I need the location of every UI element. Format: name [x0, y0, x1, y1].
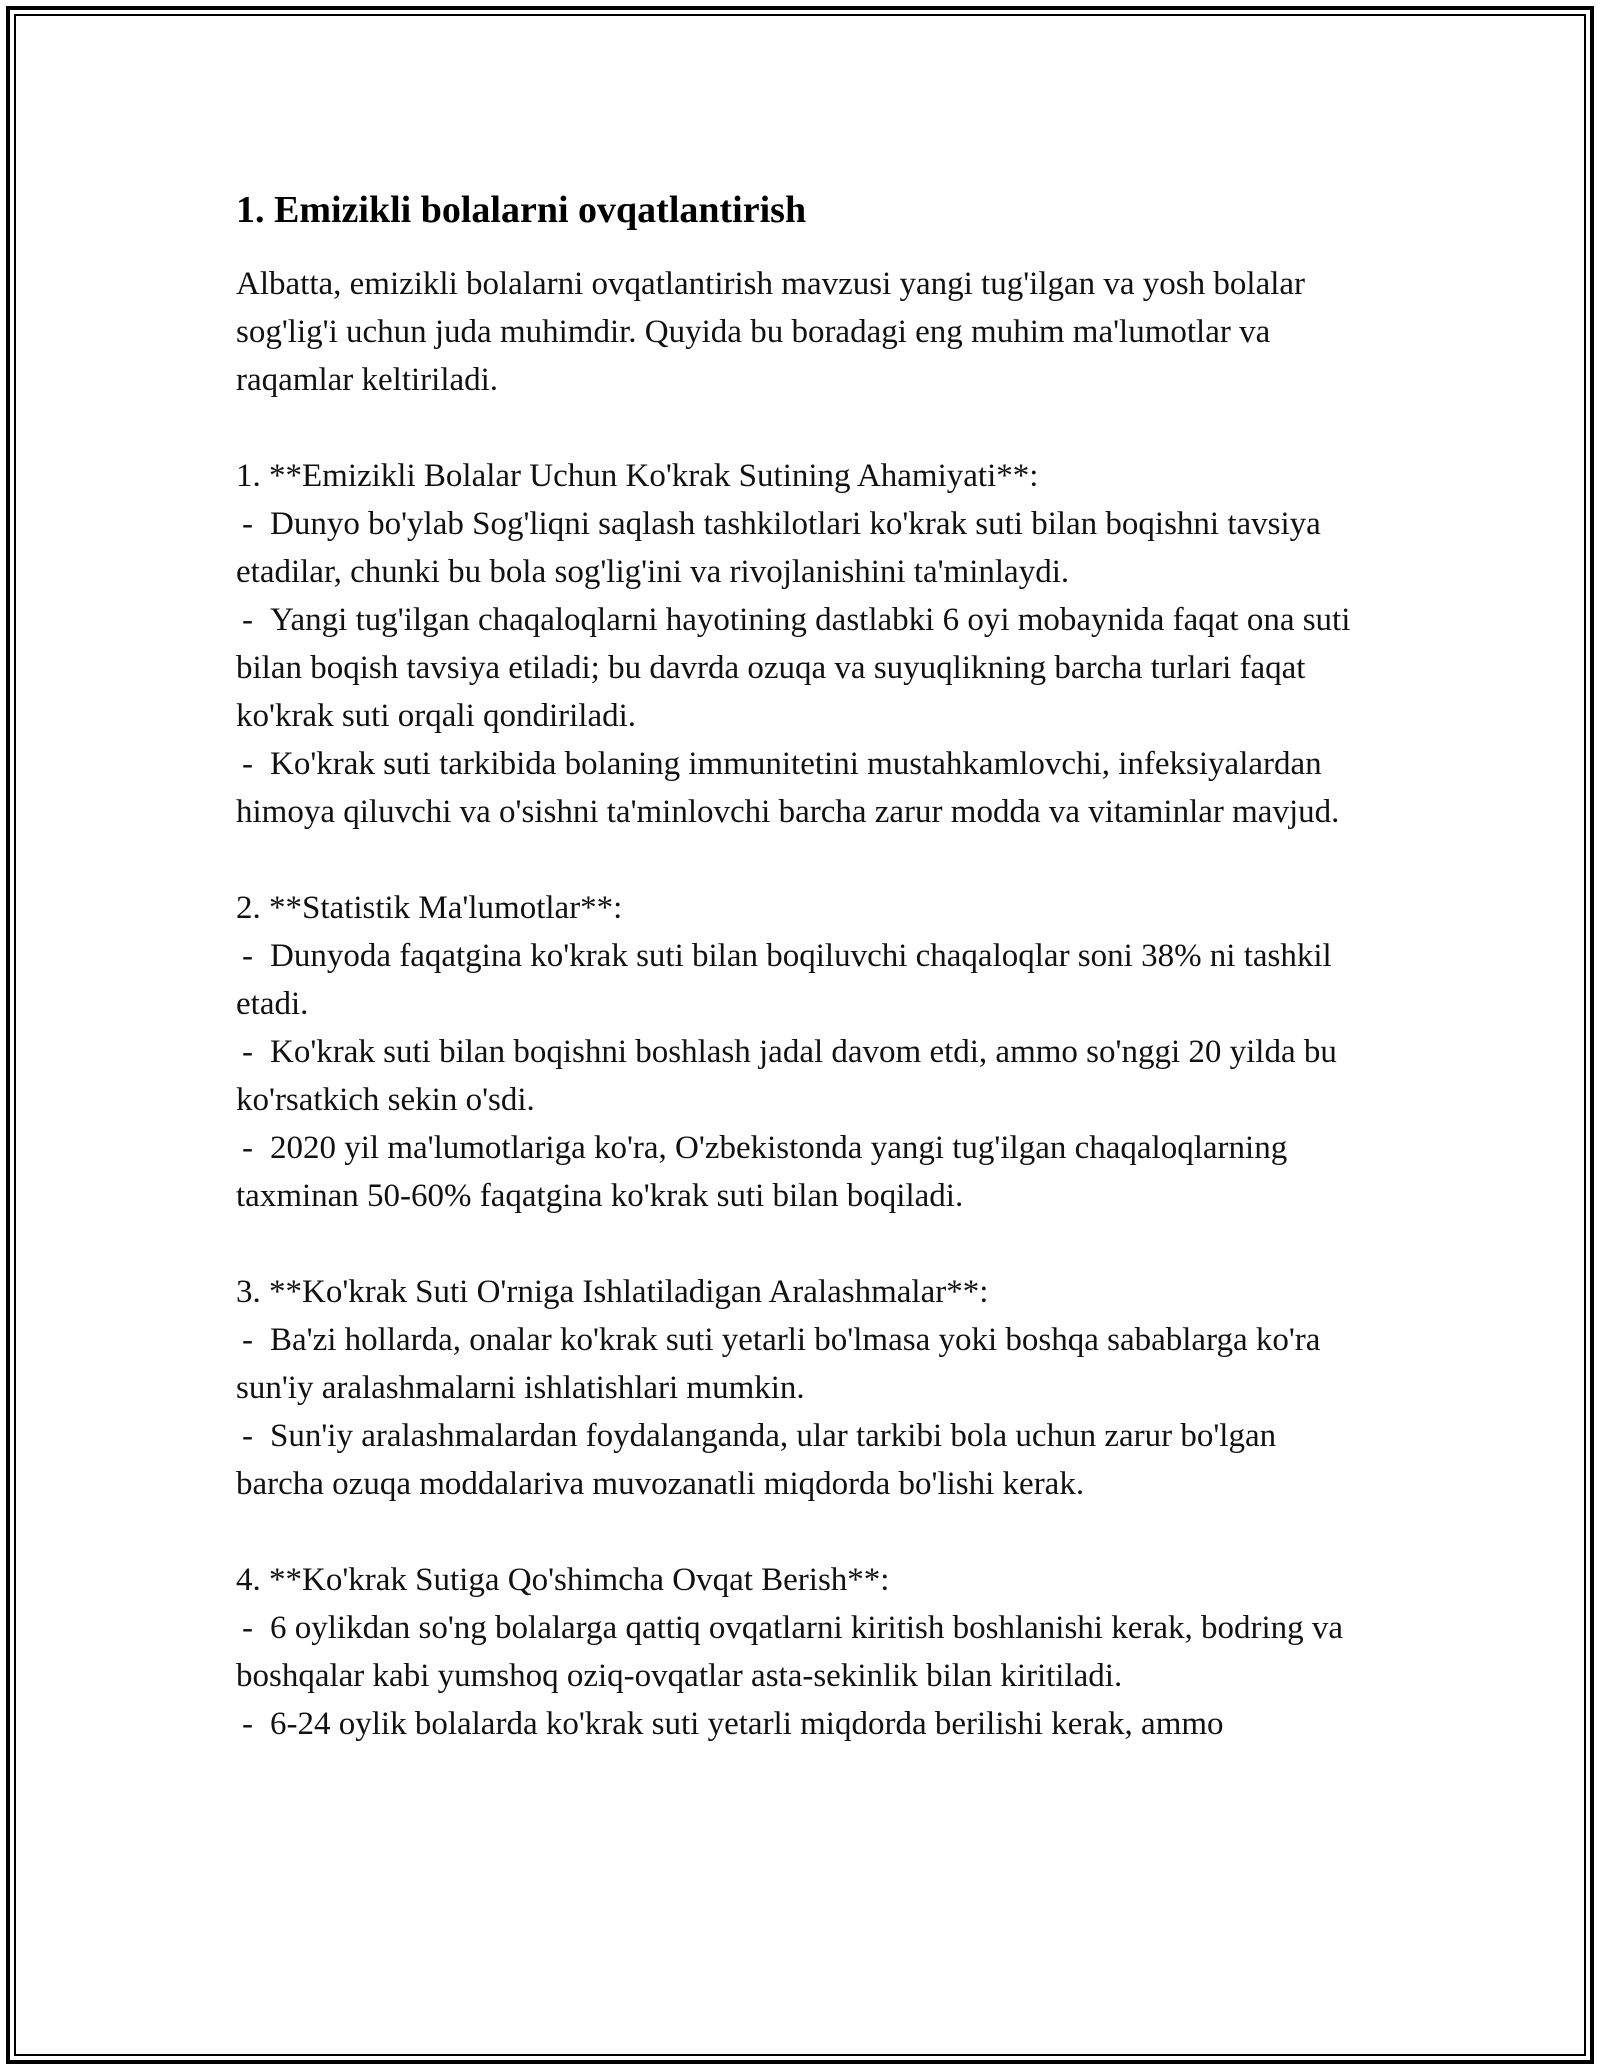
intro-paragraph: Albatta, emizikli bolalarni ovqatlantirish mavzusi yangi tug'ilgan va yosh bolalar sog'lig'i uchun juda muhimdir. Quyida bu boradagi eng muhim ma'lumotlar va raqamlar keltiriladi.: [236, 266, 1306, 398]
section-heading: 4. **Ko'krak Sutiga Qo'shimcha Ovqat Berish**:: [236, 1562, 890, 1598]
list-item: [236, 1700, 1366, 1748]
list-item: [236, 1028, 1366, 1124]
list-item: [236, 1316, 1366, 1412]
document-body: [236, 186, 1366, 1748]
list-item: [236, 932, 1366, 1028]
bullet-dash: -: [242, 1034, 253, 1070]
bullet-dash: -: [242, 746, 253, 782]
list-item-text: Yangi tug'ilgan chaqaloqlarni hayotining dastlabki 6 oyi mobaynida faqat ona suti bilan boqish tavsiya etiladi; bu davrda ozuqa va suyuqlikning barcha turlari faqat ko'krak suti orqali qondiriladi.: [236, 602, 1351, 734]
list-item-text: Ko'krak suti tarkibida bolaning immunitetini mustahkamlovchi, infeksiyalardan himoya qiluvchi va o'sishni ta'minlovchi barcha zarur modda va vitaminlar mavjud.: [236, 746, 1340, 830]
bullet-dash: -: [242, 1418, 253, 1454]
bullet-dash: -: [242, 1610, 253, 1646]
list-item-text: Ba'zi hollarda, onalar ko'krak suti yetarli bo'lmasa yoki boshqa sabablarga ko'ra sun'iy aralashmalarni ishlatishlari mumkin.: [236, 1322, 1321, 1406]
section-heading: 1. **Emizikli Bolalar Uchun Ko'krak Sutining Ahamiyati**:: [236, 458, 1039, 494]
list-item: [236, 1604, 1366, 1700]
list-item: [236, 1412, 1366, 1508]
bullet-dash: -: [242, 1322, 253, 1358]
bullet-dash: -: [242, 938, 253, 974]
section-statistics: [236, 884, 1366, 1220]
document-title: 1. Emizikli bolalarni ovqatlantirish: [236, 189, 807, 231]
list-item-text: 6-24 oylik bolalarda ko'krak suti yetarli miqdorda berilishi kerak, ammo: [270, 1706, 1224, 1742]
list-item-text: 2020 yil ma'lumotlariga ko'ra, O'zbekistonda yangi tug'ilgan chaqaloqlarning taxminan 50-60% faqatgina ko'krak suti bilan boqiladi.: [236, 1130, 1288, 1214]
list-item-text: Dunyo bo'ylab Sog'liqni saqlash tashkilotlari ko'krak suti bilan boqishni tavsiya etadilar, chunki bu bola sog'lig'ini va rivojlanishini ta'minlaydi.: [236, 506, 1321, 590]
section-complementary-feeding: [236, 1556, 1366, 1748]
bullet-dash: -: [242, 1706, 253, 1742]
section-breastmilk-importance: [236, 452, 1366, 836]
list-item: [236, 740, 1366, 836]
list-item-text: 6 oylikdan so'ng bolalarga qattiq ovqatlarni kiritish boshlanishi kerak, bodring va boshqalar kabi yumshoq oziq-ovqatlar asta-sekinlik bilan kiritiladi.: [236, 1610, 1344, 1694]
list-item: [236, 596, 1366, 740]
bullet-dash: -: [242, 602, 253, 638]
section-formula-substitutes: [236, 1268, 1366, 1508]
section-heading: 3. **Ko'krak Suti O'rniga Ishlatiladigan Aralashmalar**:: [236, 1274, 989, 1310]
section-heading: 2. **Statistik Ma'lumotlar**:: [236, 890, 623, 926]
bullet-dash: -: [242, 506, 253, 542]
list-item: [236, 1124, 1366, 1220]
list-item-text: Ko'krak suti bilan boqishni boshlash jadal davom etdi, ammo so'nggi 20 yilda bu ko'rsatkich sekin o'sdi.: [236, 1034, 1337, 1118]
list-item: [236, 500, 1366, 596]
list-item-text: Sun'iy aralashmalardan foydalanganda, ular tarkibi bola uchun zarur bo'lgan barcha ozuqa moddalariva muvozanatli miqdorda bo'lishi kerak.: [236, 1418, 1277, 1502]
bullet-dash: -: [242, 1130, 253, 1166]
list-item-text: Dunyoda faqatgina ko'krak suti bilan boqiluvchi chaqaloqlar soni 38% ni tashkil etadi.: [236, 938, 1332, 1022]
